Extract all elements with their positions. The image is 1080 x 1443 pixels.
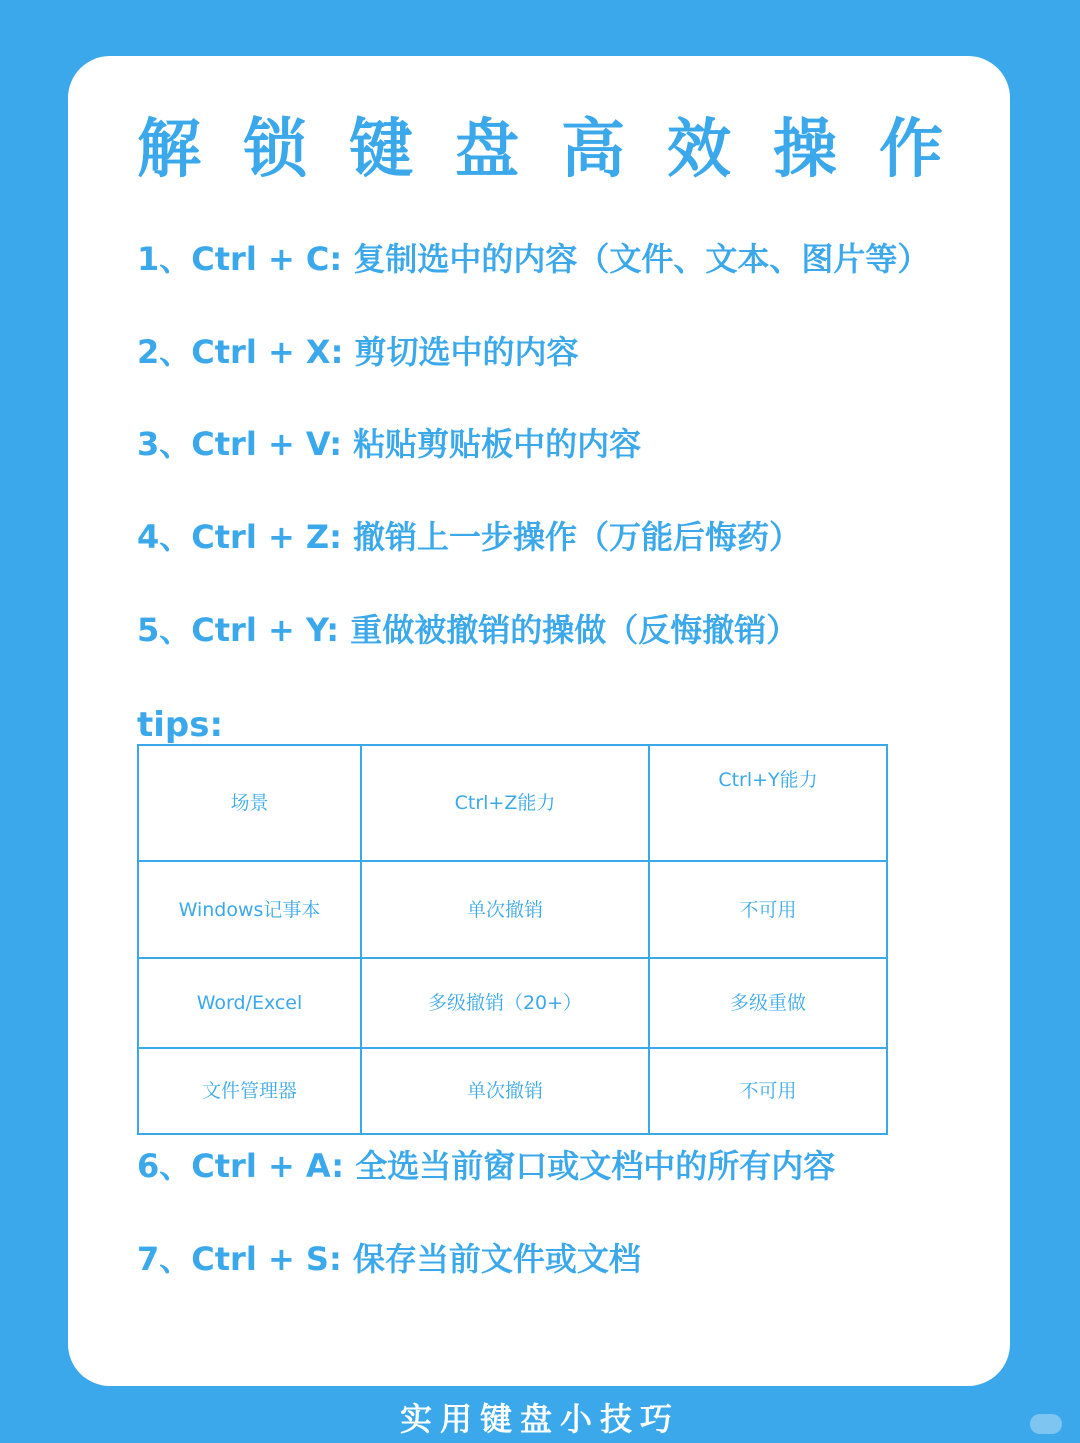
table-cell: 文件管理器 — [138, 1048, 361, 1134]
table-row — [138, 861, 887, 958]
table-cell: 多级重做 — [649, 958, 887, 1048]
tips-label: tips: — [137, 705, 224, 745]
shortcut-item-cut: 2、Ctrl + X: 剪切选中的内容 — [137, 333, 579, 371]
shortcut-item-undo: 4、Ctrl + Z: 撤销上一步操作（万能后悔药） — [137, 518, 802, 556]
tips-table — [137, 744, 888, 1135]
table-cell: 多级撤销（20+） — [361, 958, 649, 1048]
footer-caption: 实用键盘小技巧 — [399, 1400, 680, 1438]
shortcut-item-copy: 1、Ctrl + C: 复制选中的内容（文件、文本、图片等） — [137, 240, 930, 278]
table-header-cell: Ctrl+Z能力 — [361, 745, 649, 861]
table-cell: 单次撤销 — [361, 1048, 649, 1134]
table-cell: 不可用 — [649, 1048, 887, 1134]
shortcut-item-save: 7、Ctrl + S: 保存当前文件或文档 — [137, 1240, 641, 1278]
table-cell: 不可用 — [649, 861, 887, 958]
shortcut-item-paste: 3、Ctrl + V: 粘贴剪贴板中的内容 — [137, 425, 642, 463]
table-header-row — [138, 745, 887, 861]
shortcut-item-select-all: 6、Ctrl + A: 全选当前窗口或文档中的所有内容 — [137, 1147, 836, 1185]
table-row — [138, 1048, 887, 1134]
table-cell: Word/Excel — [138, 958, 361, 1048]
table-header-cell: Ctrl+Y能力 — [649, 745, 887, 861]
watermark-badge — [1030, 1414, 1062, 1434]
table-header-cell: 场景 — [138, 745, 361, 861]
shortcut-item-redo: 5、Ctrl + Y: 重做被撤销的操做（反悔撤销） — [137, 611, 799, 649]
table-cell: 单次撤销 — [361, 861, 649, 958]
table-cell: Windows记事本 — [138, 861, 361, 958]
page-title: 解锁键盘高效操作 — [137, 113, 985, 187]
table-row — [138, 958, 887, 1048]
